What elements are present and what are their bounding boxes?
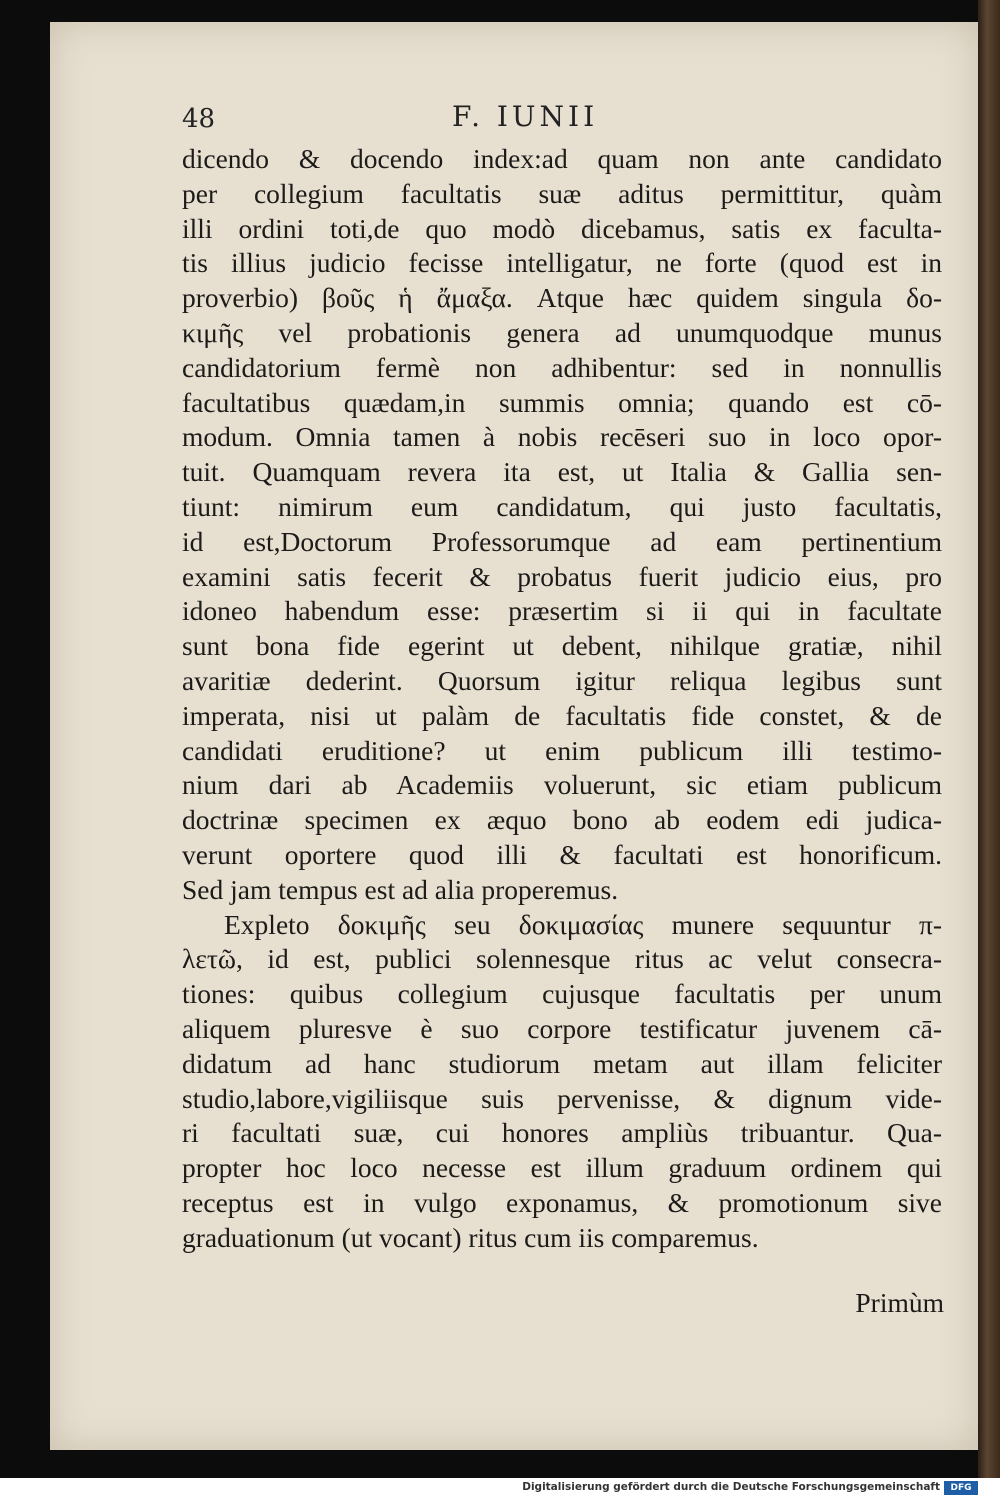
body-text [182,142,942,1256]
text-line: imperata, nisi ut palàm de facultatis fide constet, & de [182,699,942,731]
text-line: κιμῆς vel probationis genera ad unumquodque munus [182,316,942,348]
paragraph-start-line: Expleto δοκιμῆς seu δοκιμασίας munere sequuntur π- [224,908,942,940]
text-line: receptus est in vulgo exponamus, & promotionum sive [182,1186,942,1218]
text-line: facultatibus quædam,in summis omnia; quando est cō- [182,386,942,418]
page-header [182,96,927,136]
text-line: candidatorium fermè non adhibentur: sed in nonnullis [182,351,942,383]
text-line: tiones: quibus collegium cujusque facultatis per unum [182,978,942,1010]
text-line: illi ordini toti,de quo modò dicebamus, satis ex faculta- [182,212,942,244]
text-line: studio,labore,vigiliisque suis pervenisse, & dignum vide- [182,1082,942,1114]
dfg-logo-icon: DFG [944,1481,978,1495]
text-line: sunt bona fide egerint ut debent, nihilque gratiæ, nihil [182,630,942,662]
text-line: per collegium facultatis suæ aditus permittitur, quàm [182,177,942,209]
text-line: proverbio) βοῦς ἡ ἄμαξα. Atque hæc quidem singula δο- [182,282,942,314]
text-line: modum. Omnia tamen à nobis recēseri suo in loco opor- [182,421,942,453]
text-line: candidati eruditione? ut enim publicum illi testimo- [182,734,942,766]
text-line: tiunt: nimirum eum candidatum, qui justo facultatis, [182,490,942,522]
text-line: tis illius judicio fecisse intelligatur, ne forte (quod est in [182,247,942,279]
text-line: examini satis fecerit & probatus fuerit judicio eius, pro [182,560,942,592]
catchword: Primùm [855,1287,944,1318]
text-line: propter hoc loco necesse est illum graduum ordinem qui [182,1152,942,1184]
book-cover-edge [978,0,1000,1478]
text-line: avaritiæ dederint. Quorsum igitur reliqua legibus sunt [182,664,942,696]
text-line: tuit. Quamquam revera ita est, ut Italia & Gallia sen- [182,456,942,488]
running-head: F. IUNII [452,100,599,133]
text-line: doctrinæ specimen ex æquo bono ab eodem edi judica- [182,804,942,836]
text-line: λετῶ, id est, publici solennesque ritus ac velut consecra- [182,943,942,975]
text-line: nium dari ab Academiis voluerunt, sic etiam publicum [182,769,942,801]
page-number: 48 [182,104,216,134]
text-line: dicendo & docendo index:ad quam non ante candidato [182,143,942,174]
text-line: didatum ad hanc studiorum metam aut illam feliciter [182,1047,942,1079]
text-line: graduationum (ut vocant) ritus cum iis comparemus. [182,1221,759,1253]
digitization-footer [0,1478,1000,1499]
text-line: idoneo habendum esse: præsertim si ii qui in facultate [182,595,942,627]
text-line: id est,Doctorum Professorumque ad eam pertinentium [182,525,942,557]
text-line: verunt oportere quod illi & facultati est honorificum. [182,838,942,870]
text-line: Sed jam tempus est ad alia properemus. [182,873,619,905]
text-line: aliquem pluresve è suo corpore testificatur juvenem cā- [182,1012,942,1044]
funding-credit: Digitalisierung gefördert durch die Deutsche Forschungsgemeinschaft [522,1481,940,1493]
text-line: ri facultati suæ, cui honores ampliùs tribuantur. Qua- [182,1117,942,1149]
